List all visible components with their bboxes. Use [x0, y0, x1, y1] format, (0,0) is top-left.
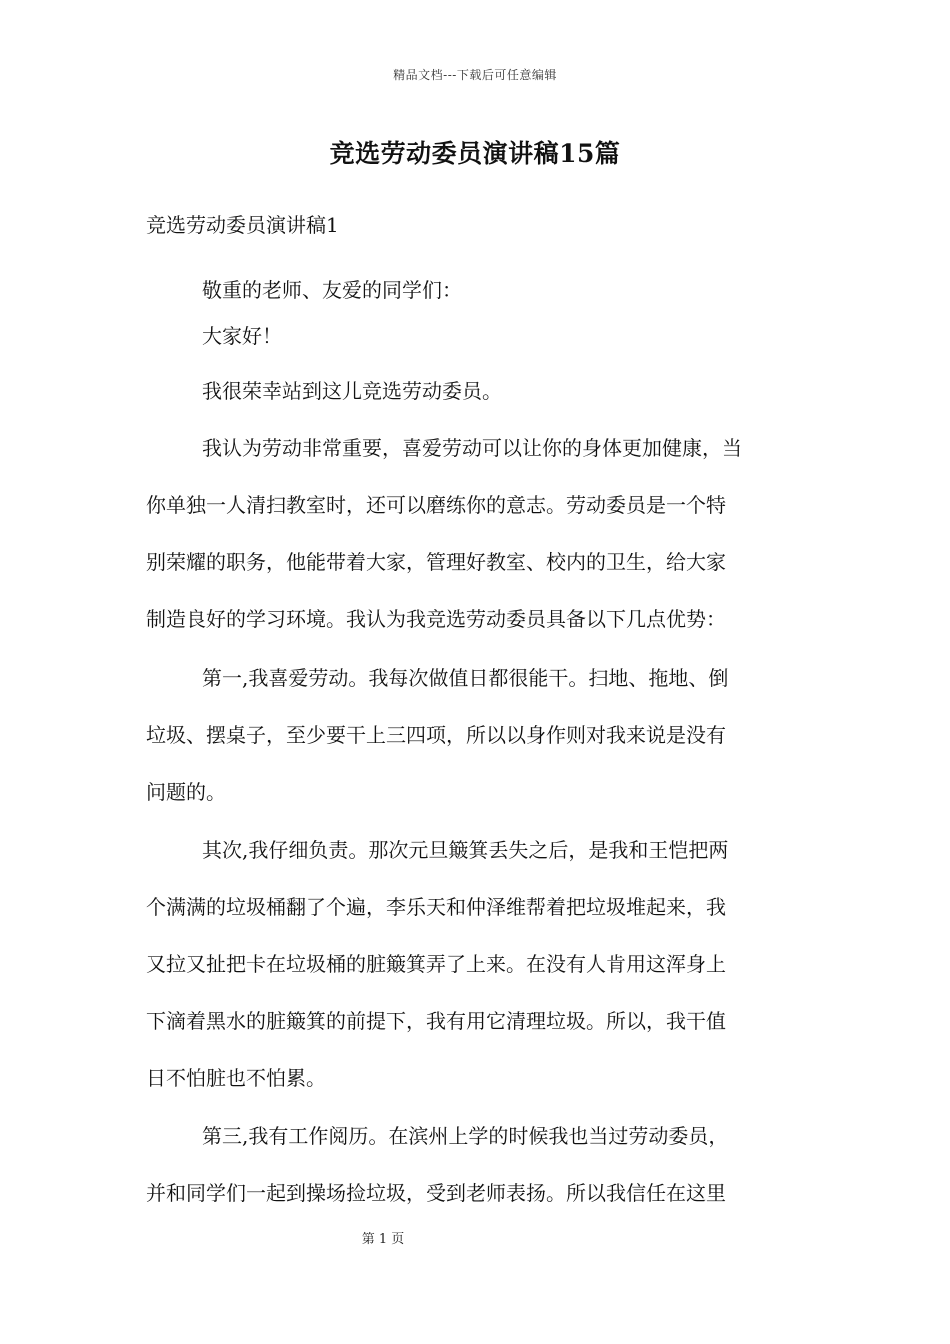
paragraph-line: 我认为劳动非常重要，喜爱劳动可以让你的身体更加健康，当	[202, 436, 742, 460]
section-heading: 竞选劳动委员演讲稿1	[146, 213, 339, 237]
page-number: 第 1 页	[361, 1232, 405, 1247]
body-paragraph-3	[146, 822, 806, 1107]
paragraph-line: 垃圾、摆桌子，至少要干上三四项，所以以身作则对我来说是没有	[146, 723, 726, 747]
body-paragraph-4	[146, 1108, 806, 1222]
paragraph-line: 第一,我喜爱劳动。我每次做值日都很能干。扫地、拖地、倒	[202, 666, 729, 690]
paragraph-line: 个满满的垃圾桶翻了个遍，李乐天和仲泽维帮着把垃圾堆起来，我	[146, 895, 726, 919]
paragraph-line: 问题的。	[146, 780, 226, 804]
body-paragraph-1	[146, 420, 806, 648]
paragraph-line: 你单独一人清扫教室时，还可以磨练你的意志。劳动委员是一个特	[146, 493, 726, 517]
paragraph-line: 别荣耀的职务，他能带着大家，管理好教室、校内的卫生，给大家	[146, 550, 726, 574]
paragraph-line: 并和同学们一起到操场捡垃圾，受到老师表扬。所以我信任在这里	[146, 1181, 726, 1205]
hello-paragraph	[146, 308, 806, 365]
paragraph-line: 制造良好的学习环境。我认为我竞选劳动委员具备以下几点优势：	[146, 607, 726, 631]
paragraph-line: 日不怕脏也不怕累。	[146, 1066, 326, 1090]
intro-text: 我很荣幸站到这儿竞选劳动委员。	[202, 379, 502, 403]
paragraph-line: 又拉又扯把卡在垃圾桶的脏簸箕弄了上来。在没有人肯用这浑身上	[146, 952, 726, 976]
greeting-text: 敬重的老师、友爱的同学们：	[202, 278, 462, 302]
paragraph-line: 其次,我仔细负责。那次元旦簸箕丢失之后，是我和王恺把两	[202, 838, 729, 862]
paragraph-line: 下滴着黑水的脏簸箕的前提下，我有用它清理垃圾。所以，我干值	[146, 1009, 726, 1033]
paragraph-line: 第三,我有工作阅历。在滨州上学的时候我也当过劳动委员，	[202, 1124, 729, 1148]
intro-paragraph	[146, 363, 806, 420]
document-title: 竞选劳动委员演讲稿15篇	[329, 139, 621, 168]
page-header: 精品文档---下载后可任意编辑	[393, 68, 557, 82]
hello-text: 大家好！	[202, 324, 282, 348]
body-paragraph-2	[146, 650, 806, 821]
